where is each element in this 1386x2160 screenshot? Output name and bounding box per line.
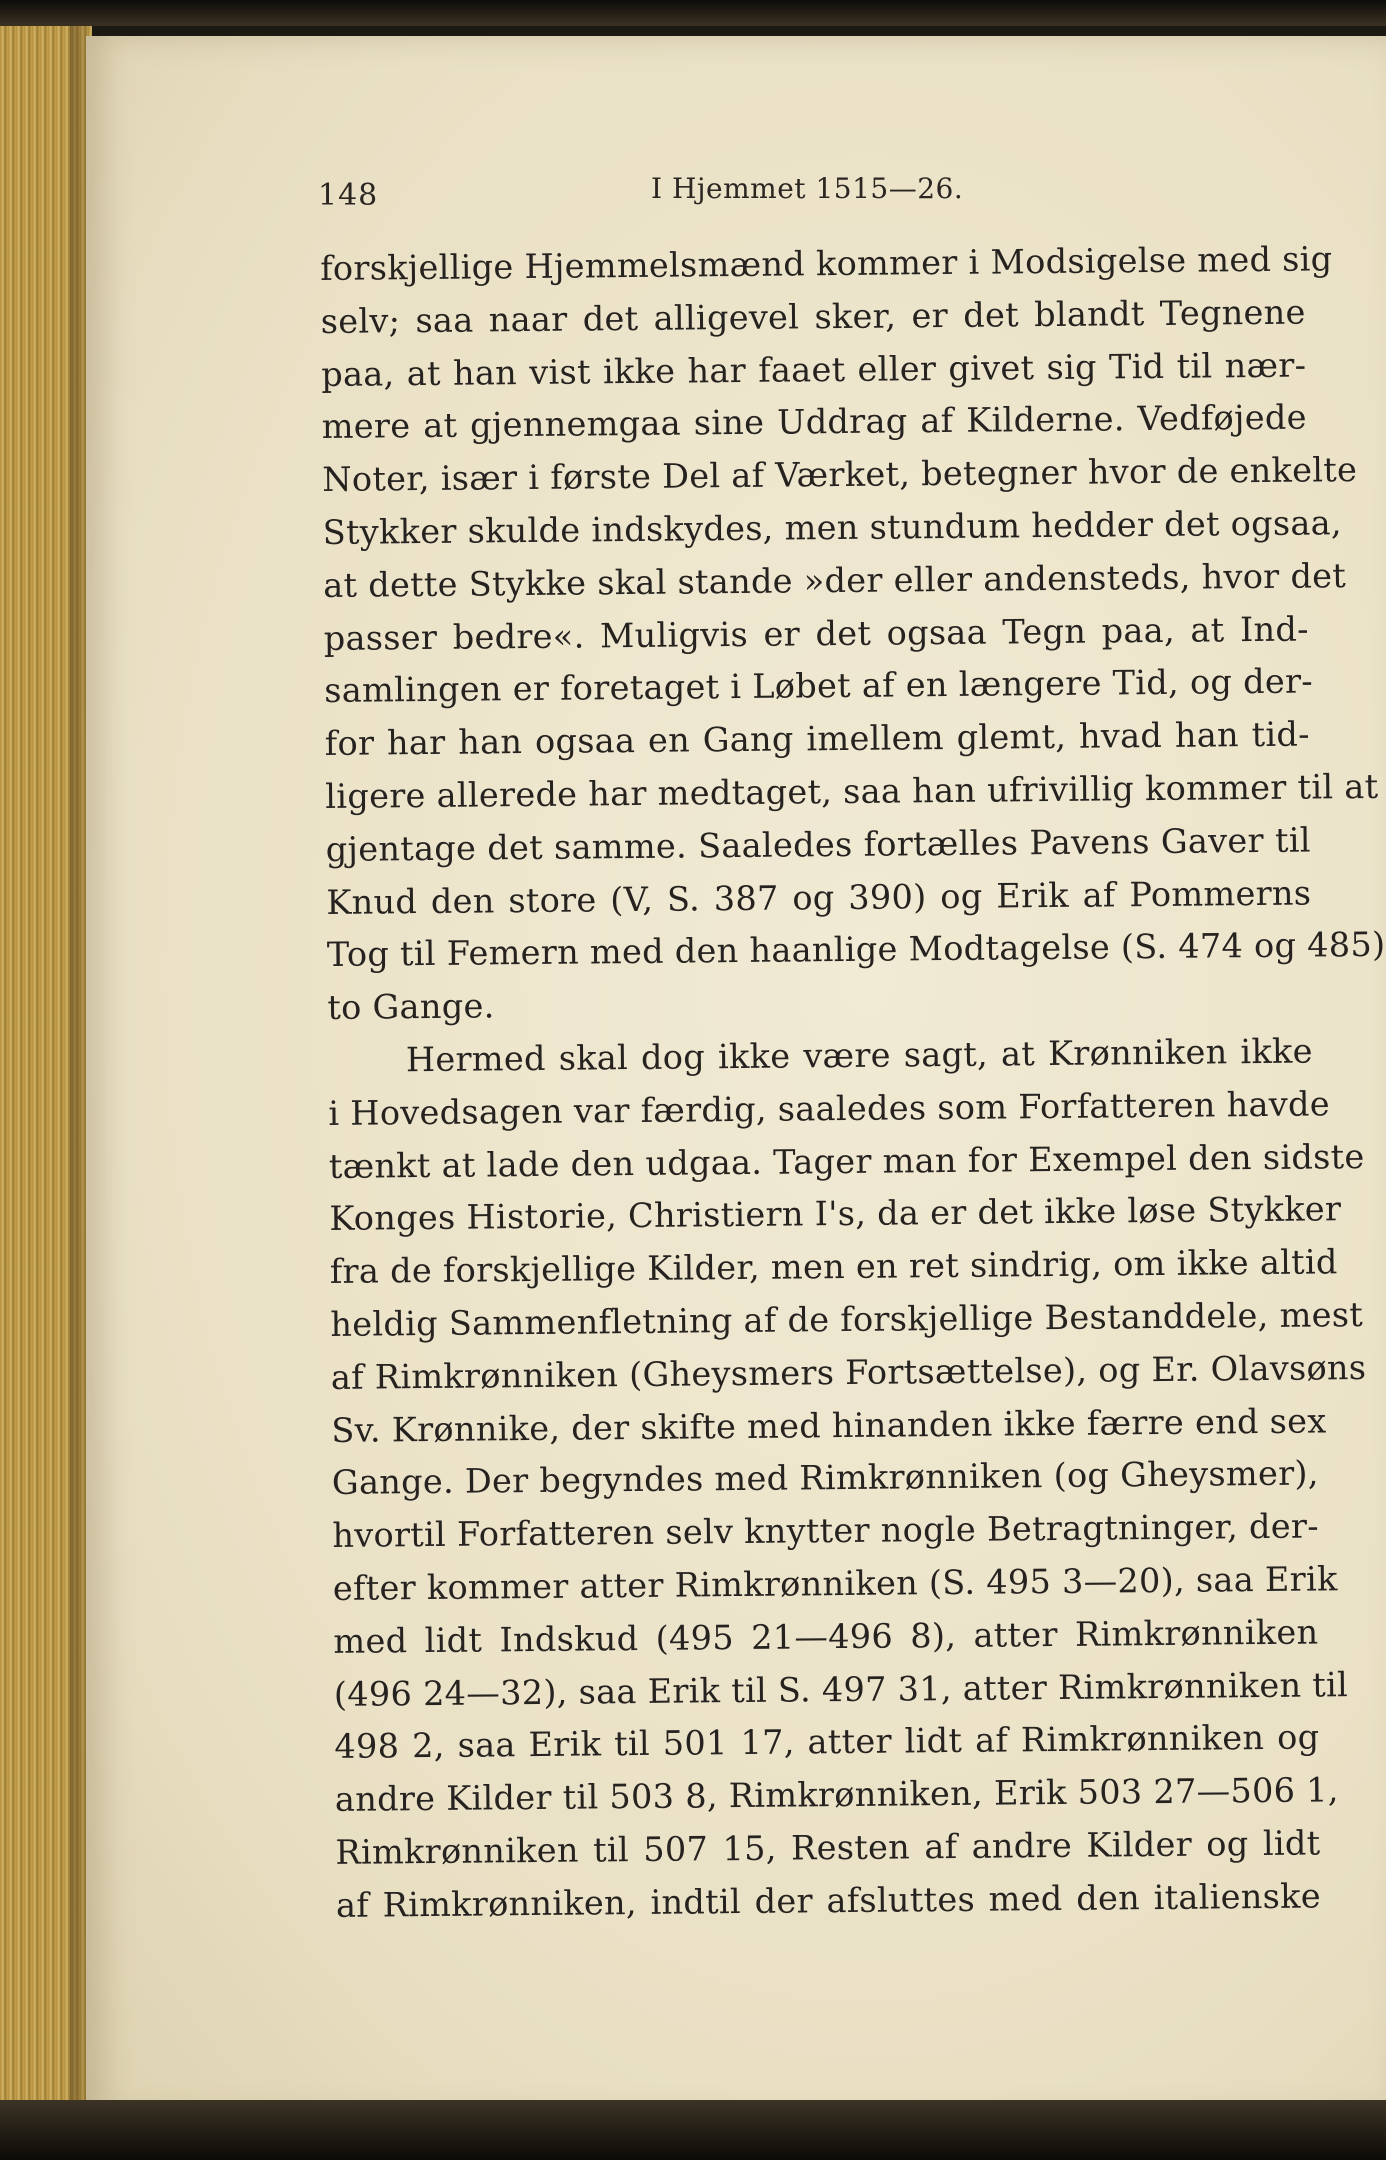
scan-bottom-border (0, 2100, 1386, 2160)
text-line: Knud den store (V, S. 387 og 390) og Erik af Pommerns (326, 873, 1312, 922)
text-line: ligere allerede har medtaget, saa han ufrivillig kommer til at (325, 766, 1379, 816)
text-line: med lidt Indskud (495 21—496 8), atter Rimkrønniken (333, 1612, 1319, 1661)
text-line: at dette Stykke skal stande »der eller andensteds, hvor det (323, 555, 1347, 605)
text-line: paa, at han vist ikke har faaet eller givet sig Tid til nær- (321, 345, 1307, 394)
running-head: I Hjemmet 1515—26. (651, 172, 964, 205)
text-line: passer bedre«. Muligvis er det ogsaa Tegn paa, at Ind- (323, 609, 1309, 658)
text-line: to Gange. (327, 986, 495, 1028)
text-line: Tog til Femern med den haanlige Modtagelse (S. 474 og 485) (326, 925, 1386, 975)
text-line: Noter, især i første Del af Værket, betegner hvor de enkelte (322, 450, 1358, 500)
text-line: fra de forskjellige Kilder, men en ret sindrig, om ikke altid (329, 1242, 1338, 1292)
text-line: tænkt at lade den udgaa. Tager man for Exempel den sidste (328, 1136, 1365, 1186)
text-line: selv; saa naar det alligevel sker, er det blandt Tegnene (320, 292, 1306, 341)
scan-top-border (0, 0, 1386, 26)
text-line: af Rimkrønniken, indtil der afsluttes med den italienske (335, 1876, 1322, 1925)
text-line: samlingen er foretaget i Løbet af en længere Tid, og der- (324, 661, 1314, 711)
text-line: efter kommer atter Rimkrønniken (S. 495 3—20), saa Erik (332, 1559, 1338, 1608)
text-line: af Rimkrønniken (Gheysmers Fortsættelse), og Er. Olavsøns (330, 1347, 1367, 1397)
text-line: (496 24—32), saa Erik til S. 497 31, atter Rimkrønniken til (333, 1664, 1349, 1714)
page-number: 148 (318, 178, 379, 213)
text-line: heldig Sammenfletning af de forskjellige Bestanddele, mest (330, 1294, 1364, 1344)
text-line: Konges Historie, Christiern I's, da er det ikke løse Stykker (329, 1189, 1342, 1239)
text-line: hvortil Forfatteren selv knytter nogle Betragtninger, der- (332, 1506, 1320, 1556)
text-line: Sv. Krønnike, der skifte med hinanden ikke færre end sex (331, 1400, 1327, 1450)
text-line: i Hovedsagen var færdig, saaledes som Forfatteren havde (328, 1084, 1331, 1133)
text-line: Rimkrønniken til 507 15, Resten af andre Kilder og lidt (335, 1823, 1321, 1872)
text-line: gjentage det samme. Saaledes fortælles Pavens Gaver til (325, 820, 1311, 869)
text-line: 498 2, saa Erik til 501 17, atter lidt af Rimkrønniken og (334, 1717, 1320, 1767)
text-line: forskjellige Hjemmelsmænd kommer i Modsigelse med sig (320, 239, 1333, 288)
body-text (320, 234, 1386, 1933)
text-line: andre Kilder til 503 8, Rimkrønniken, Erik 503 27—506 1, (334, 1770, 1339, 1820)
page-header (236, 172, 1276, 232)
text-line: Stykker skulde indskydes, men stundum hedder det ogsaa, (322, 503, 1343, 552)
text-line: mere at gjennemgaa sine Uddrag af Kilderne. Vedføjede (321, 397, 1307, 447)
paragraph-start-line: Hermed skal dog ikke være sagt, at Krønniken ikke (405, 1031, 1313, 1080)
text-line: Gange. Der begyndes med Rimkrønniken (og Gheysmer), (331, 1453, 1319, 1503)
text-line: for har han ogsaa en Gang imellem glemt, hvad han tid- (324, 714, 1310, 764)
